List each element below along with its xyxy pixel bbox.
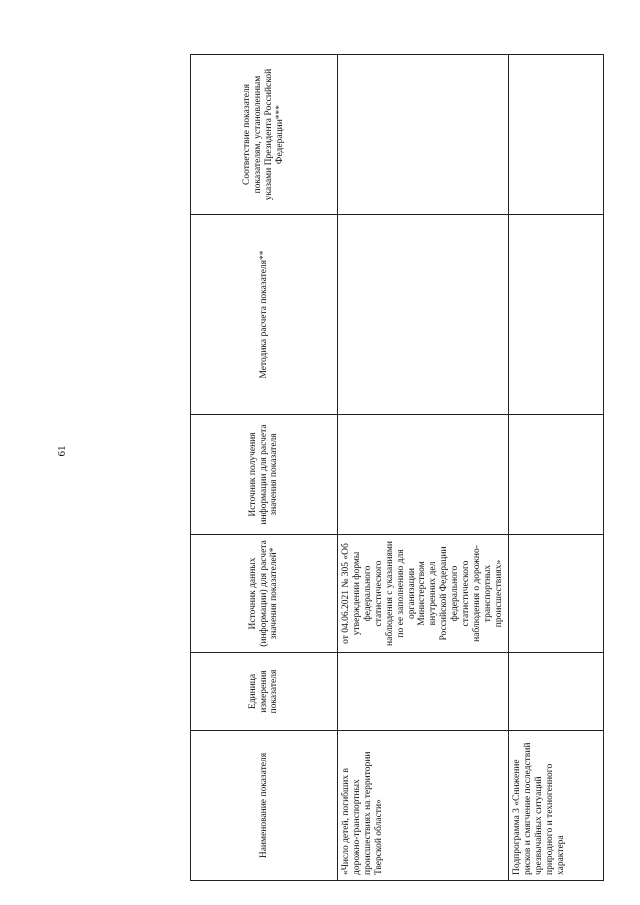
cell-indicator-name: «Число детей, погибших в дорожно-транспортных происшествиях на территории Тверской области»	[338, 731, 509, 881]
table-row	[508, 55, 603, 881]
table-header-row	[191, 55, 338, 881]
table-row	[338, 55, 509, 881]
indicators-table-wrapper	[190, 55, 582, 881]
page-number: 61	[56, 445, 68, 457]
cell-method	[338, 215, 509, 415]
indicators-table	[190, 54, 604, 881]
cell-unit	[338, 653, 509, 731]
cell-compliance	[338, 55, 509, 215]
header-method: Методика расчета показателя**	[191, 215, 338, 415]
cell-compliance	[508, 55, 603, 215]
header-compliance: Соответствие показателя показателям, установленным указами Президента Российской Федерации***	[191, 55, 338, 215]
cell-info-source	[508, 415, 603, 535]
header-info-source: Источник получения информации для расчета значения показателя	[191, 415, 338, 535]
header-unit: Единица измерения показателя	[191, 653, 338, 731]
cell-data-source: от 04.06.2021 № 305 «Об утверждении формы федерального статистического наблюдения с указаниями по ее заполнению для организации Министерством внутренних дел Российской Федерации федерального статистического наблюдения о дорожно-транспортных происшествиях»	[338, 535, 509, 653]
header-data-source: Источник данных (информации) для расчета значения показателей*	[191, 535, 338, 653]
cell-info-source	[338, 415, 509, 535]
cell-indicator-name: Подпрограмма 3 «Снижение рисков и смягчение последствий чрезвычайных ситуаций природного и техногенного характера	[508, 731, 603, 881]
header-indicator-name: Наименование показателя	[191, 731, 338, 881]
cell-unit	[508, 653, 603, 731]
cell-data-source	[508, 535, 603, 653]
cell-method	[508, 215, 603, 415]
